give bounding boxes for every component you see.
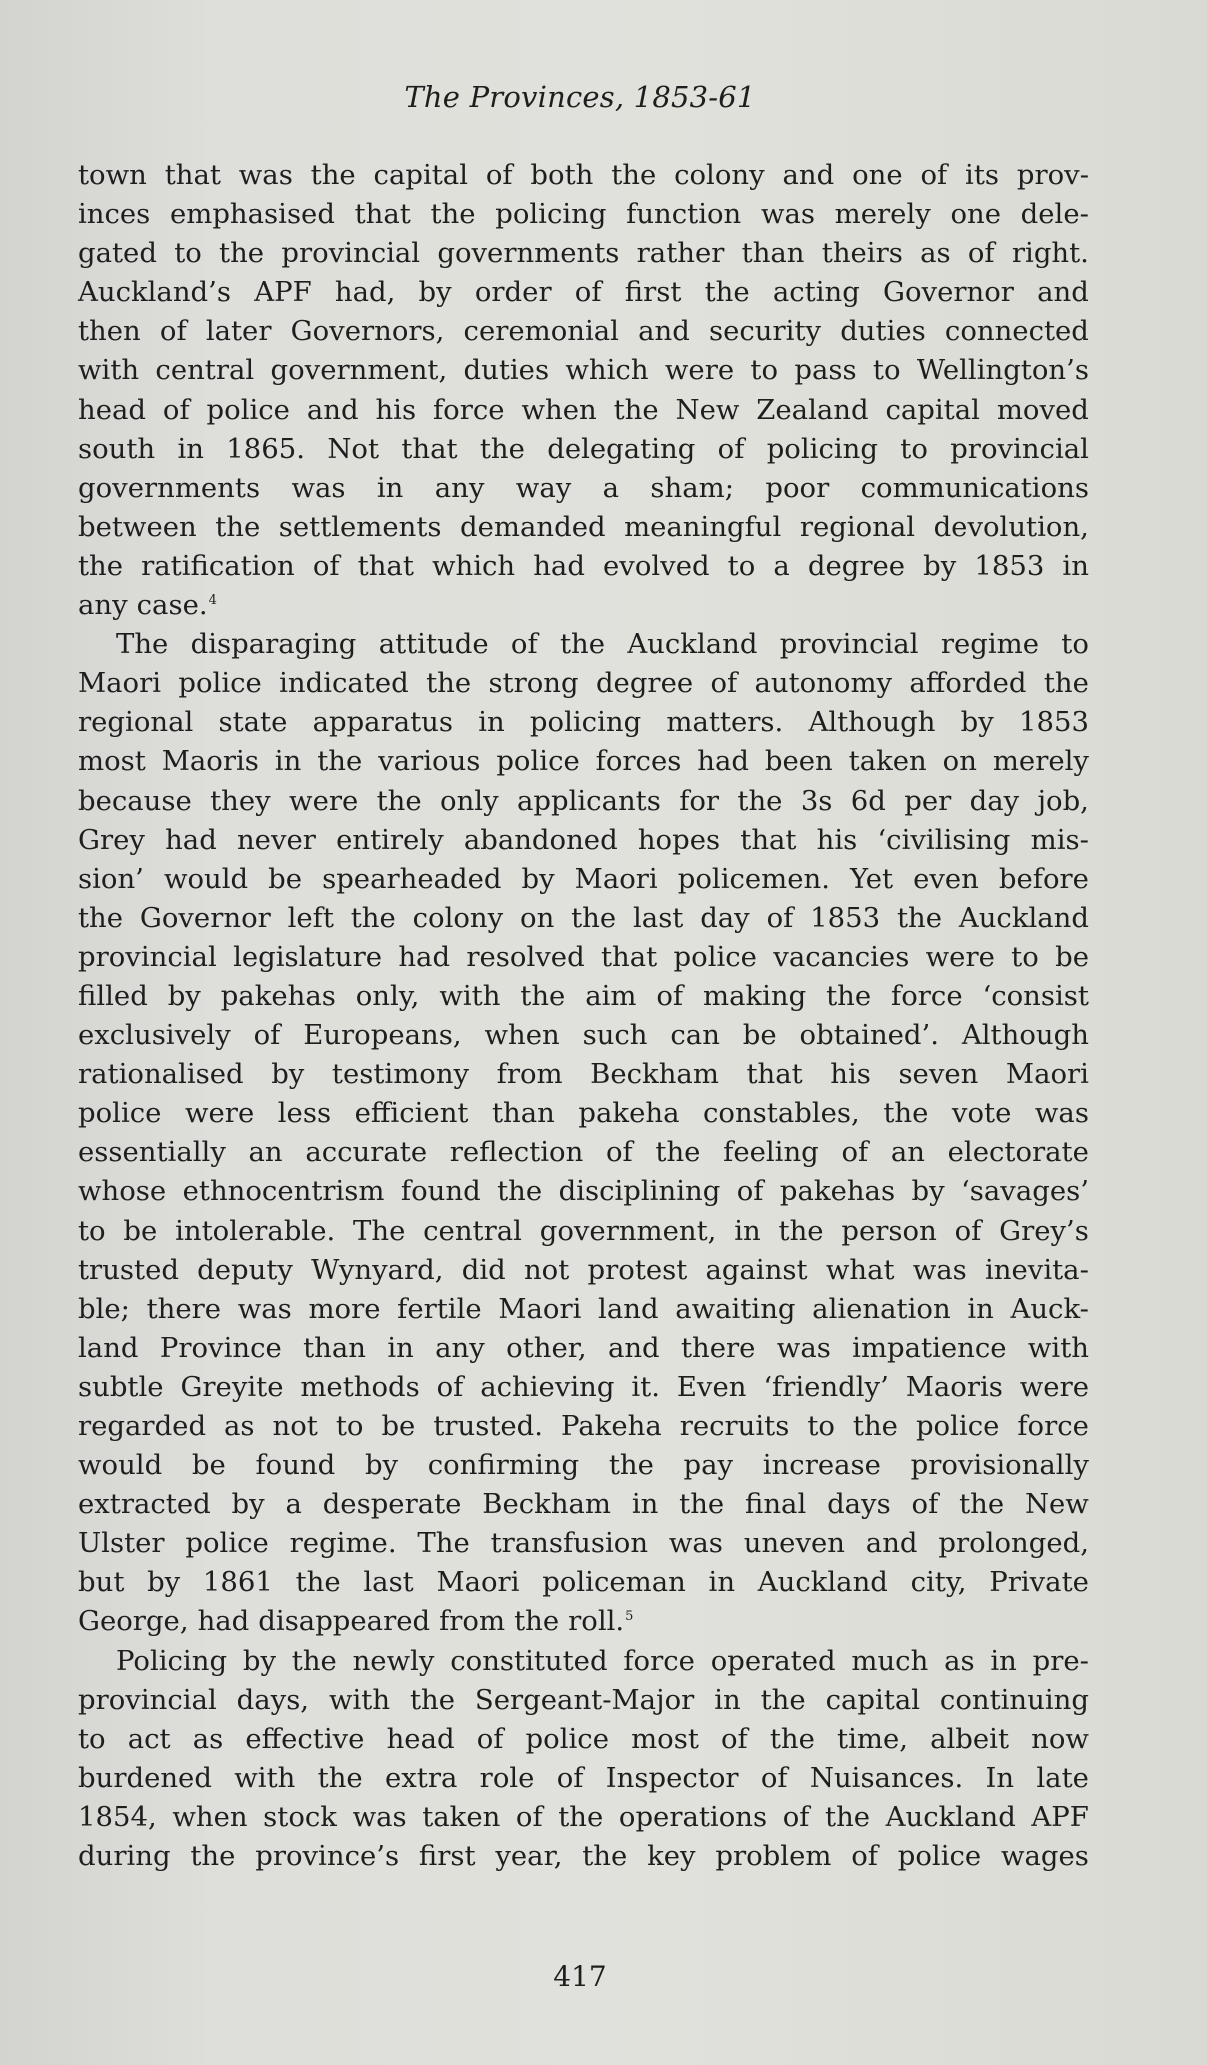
text-line: head of police and his force when the New Zealand capital moved xyxy=(78,393,1089,426)
text-line: Ulster police regime. The transfusion was uneven and prolonged, xyxy=(78,1527,1089,1560)
text-line: Maori police indicated the strong degree of autonomy afforded the xyxy=(78,667,1089,700)
text-line: with central government, duties which were to pass to Wellington’s xyxy=(78,354,1089,387)
text-line: 1854, when stock was taken of the operations of the Auckland APF xyxy=(78,1800,1089,1833)
text-line: to be intolerable. The central government, in the person of Grey’s xyxy=(78,1214,1089,1247)
paragraph xyxy=(78,625,1089,1641)
text-line: the ratification of that which had evolved to a degree by 1853 in xyxy=(78,549,1089,582)
text-line: inces emphasised that the policing function was merely one dele- xyxy=(78,198,1089,231)
text-line: ble; there was more fertile Maori land awaiting alienation in Auck- xyxy=(78,1292,1089,1325)
text-line: between the settlements demanded meaningful regional devolution, xyxy=(78,510,1089,543)
text-line: any case.$^4$ xyxy=(78,589,217,622)
text-line: during the province’s first year, the key problem of police wages xyxy=(78,1840,1089,1873)
text-line: filled by pakehas only, with the aim of making the force ‘consist xyxy=(78,979,1089,1012)
text-line: regional state apparatus in policing matters. Although by 1853 xyxy=(78,706,1089,739)
text-line: most Maoris in the various police forces had been taken on merely xyxy=(78,745,1089,778)
page-number: 417 xyxy=(553,1960,607,1993)
text-line: The disparaging attitude of the Auckland provincial regime to xyxy=(116,628,1089,661)
text-line: the Governor left the colony on the last day of 1853 the Auckland xyxy=(78,901,1089,934)
running-head: The Provinces, 1853-61 xyxy=(404,80,756,114)
paragraph xyxy=(78,1642,1089,1877)
text-line: exclusively of Europeans, when such can be obtained’. Although xyxy=(78,1019,1089,1052)
text-line: Auckland’s APF had, by order of first the acting Governor and xyxy=(78,276,1089,309)
text-line: sion’ would be spearheaded by Maori policemen. Yet even before xyxy=(78,862,1089,895)
text-line: to act as effective head of police most of the time, albeit now xyxy=(78,1722,1089,1755)
text-line: gated to the provincial governments rather than theirs as of right. xyxy=(78,237,1089,270)
text-line: regarded as not to be trusted. Pakeha recruits to the police force xyxy=(78,1410,1089,1442)
text-line: provincial days, with the Sergeant-Major in the capital continuing xyxy=(78,1683,1089,1716)
text-line: trusted deputy Wynyard, did not protest against what was inevita- xyxy=(78,1253,1089,1286)
text-line: subtle Greyite methods of achieving it. Even ‘friendly’ Maoris were xyxy=(78,1370,1089,1403)
text-line: burdened with the extra role of Inspector of Nuisances. In late xyxy=(78,1761,1089,1794)
text-line: police were less efficient than pakeha constables, the vote was xyxy=(78,1097,1089,1130)
footnote-marker: 5 xyxy=(625,1609,634,1625)
text-line: extracted by a desperate Beckham in the final days of the New xyxy=(78,1488,1089,1521)
text-line: because they were the only applicants for the 3s 6d per day job, xyxy=(78,784,1089,817)
text-line: Grey had never entirely abandoned hopes that his ‘civilising mis- xyxy=(78,823,1089,856)
text-line: land Province than in any other, and there was impatience with xyxy=(78,1331,1089,1364)
text-line: but by 1861 the last Maori policeman in Auckland city, Private xyxy=(78,1566,1089,1599)
text-line: George, had disappeared from the roll.$^5$ xyxy=(78,1605,634,1638)
text-line: town that was the capital of both the colony and one of its prov- xyxy=(78,159,1089,191)
body-text xyxy=(78,156,1089,1876)
footnote-marker: 4 xyxy=(208,592,217,608)
text-line: rationalised by testimony from Beckham that his seven Maori xyxy=(78,1058,1089,1091)
text-line: provincial legislature had resolved that police vacancies were to be xyxy=(78,940,1089,973)
text-line: governments was in any way a sham; poor communications xyxy=(78,471,1089,504)
paragraph xyxy=(78,156,1089,625)
text-line: then of later Governors, ceremonial and security duties connected xyxy=(78,315,1089,348)
text-line: south in 1865. Not that the delegating of policing to provincial xyxy=(78,432,1089,465)
text-line: essentially an accurate reflection of the feeling of an electorate xyxy=(78,1136,1089,1169)
text-line: would be found by confirming the pay increase provisionally xyxy=(78,1449,1089,1482)
text-line: whose ethnocentrism found the disciplining of pakehas by ‘savages’ xyxy=(78,1175,1089,1208)
text-line: Policing by the newly constituted force operated much as in pre- xyxy=(116,1644,1089,1677)
